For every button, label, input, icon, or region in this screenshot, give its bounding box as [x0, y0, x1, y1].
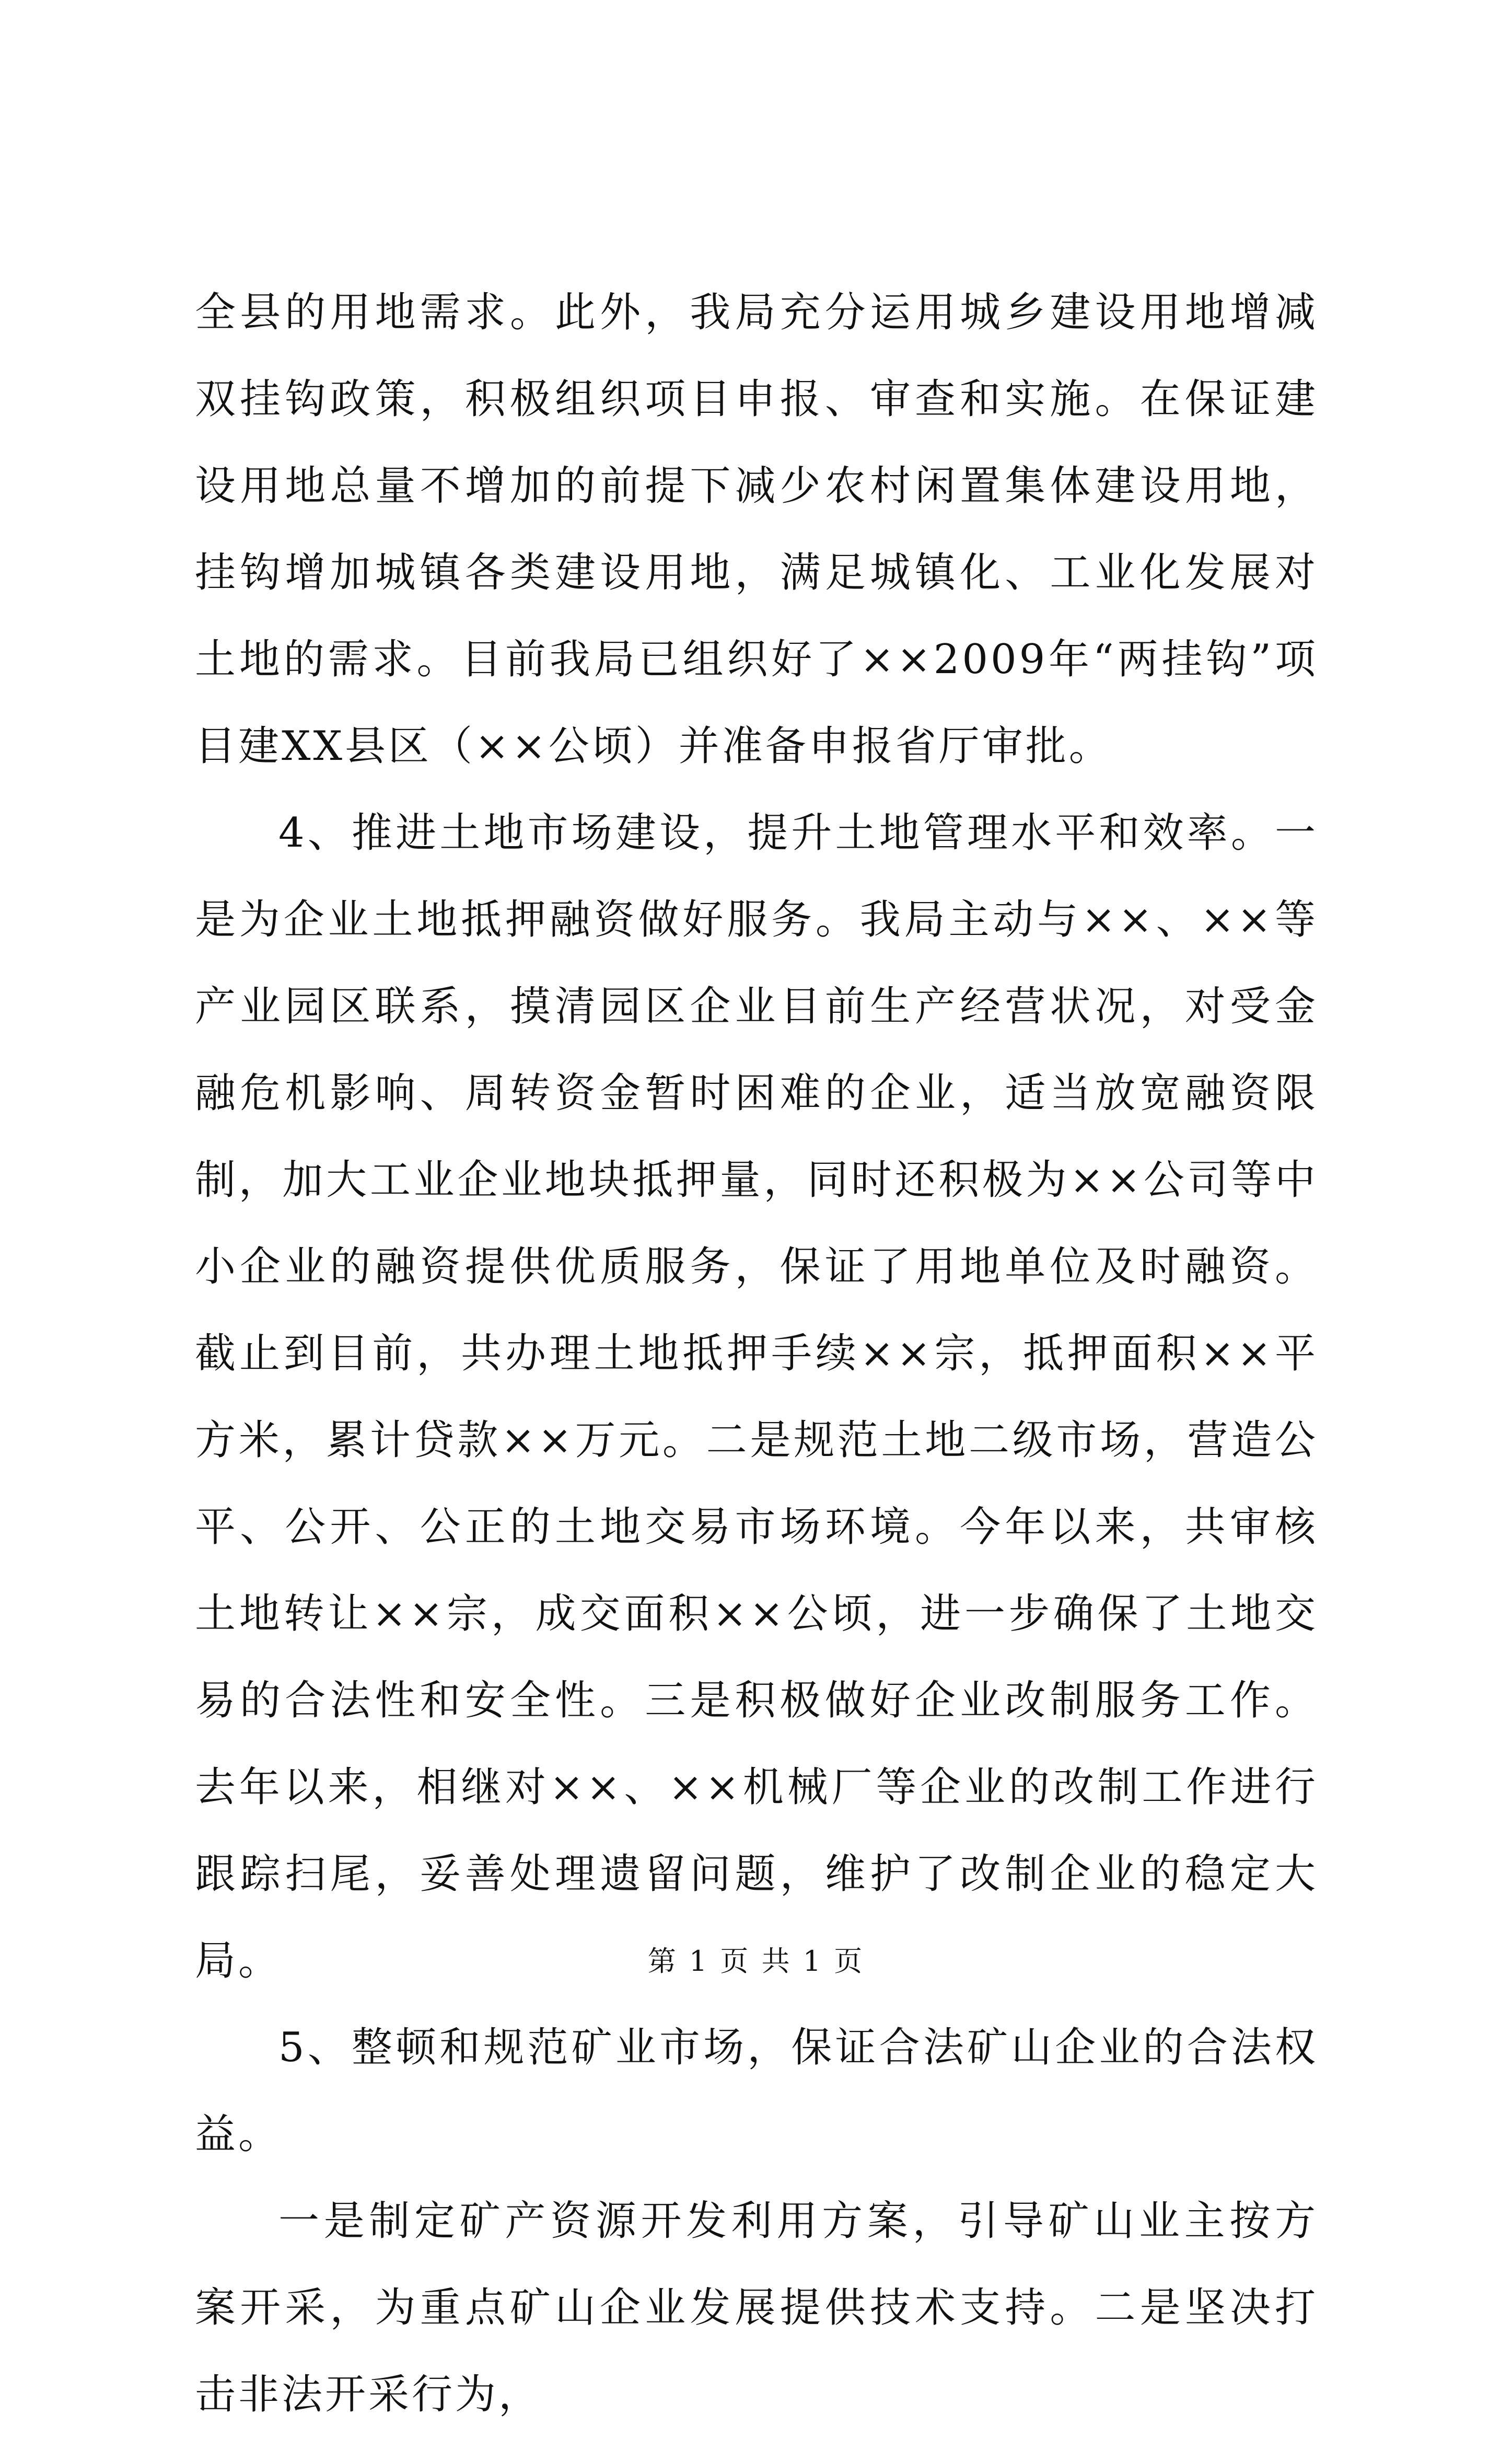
paragraph-1: 全县的用地需求。此外，我局充分运用城乡建设用地增减双挂钩政策，积极组织项目申报、审查和实施。在保证建设用地总量不增加的前提下减少农村闲置集体建设用地，挂钩增加城镇各类建设用地，满足城镇化、工业化发展对土地的需求。目前我局已组织好了××2009年“两挂钩”项目建XX县区（××公顷）并准备申报省厅审批。 [195, 289, 1318, 770]
document-body [195, 269, 1318, 2438]
paragraph-2: 4、推进土地市场建设，提升土地管理水平和效率。一是为企业土地抵押融资做好服务。我局主动与××、××等产业园区联系，摸清园区企业目前生产经营状况，对受金融危机影响、周转资金暂时困难的企业，适当放宽融资限制，加大工业企业地块抵押量，同时还积极为××公司等中小企业的融资提供优质服务，保证了用地单位及时融资。截止到目前，共办理土地抵押手续××宗，抵押面积××平方米，累计贷款××万元。二是规范土地二级市场，营造公平、公开、公正的土地交易市场环境。今年以来，共审核土地转让××宗，成交面积××公顷，进一步确保了土地交易的合法性和安全性。三是积极做好企业改制服务工作。去年以来，相继对××、××机械厂等企业的改制工作进行跟踪扫尾，妥善处理遗留问题，维护了改制企业的稳定大局。 [195, 810, 1318, 1984]
paragraph-4: 一是制定矿产资源开发利用方案，引导矿山业主按方案开采，为重点矿山企业发展提供技术支持。二是坚决打击非法开采行为， [195, 2198, 1318, 2418]
page-footer: 第 1 页 共 1 页 [647, 1945, 865, 1978]
paragraph-3: 5、整顿和规范矿业市场，保证合法矿山企业的合法权益。 [195, 2024, 1318, 2158]
